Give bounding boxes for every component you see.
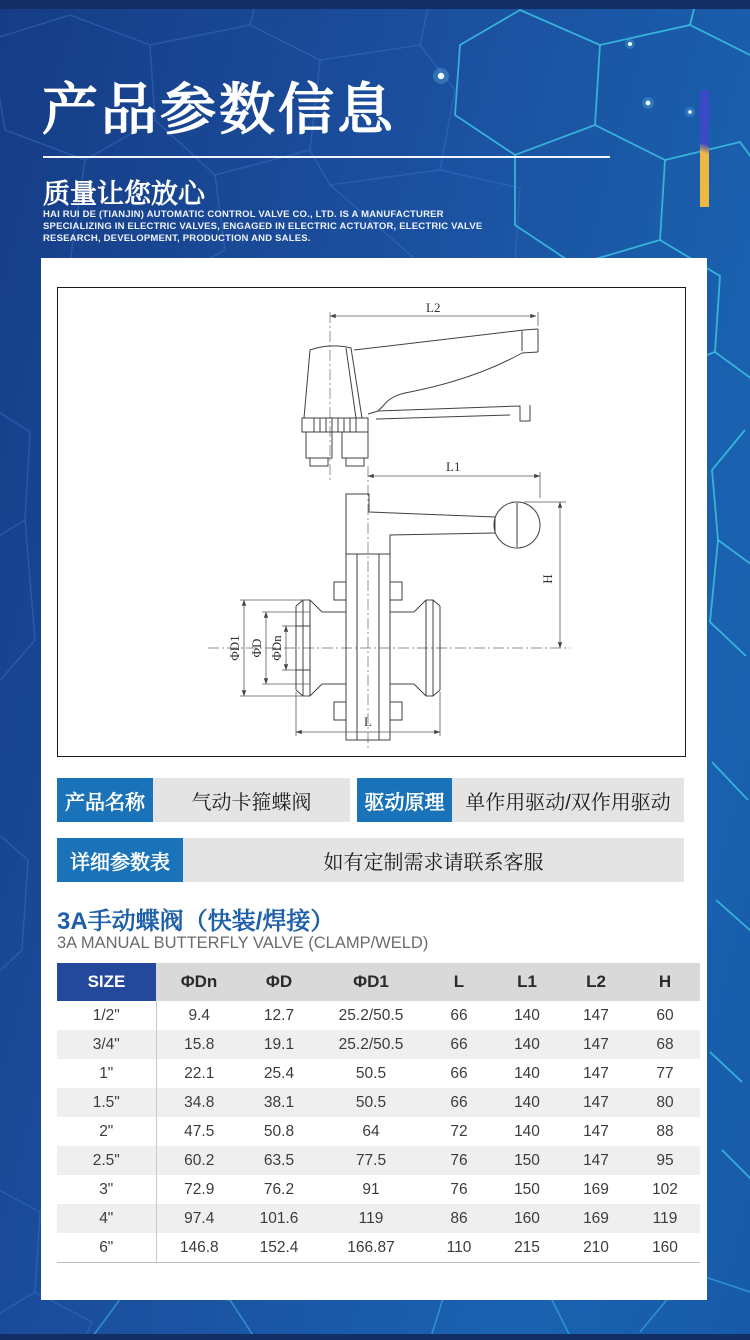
page-title: 产品参数信息 <box>42 78 396 141</box>
table-cell: 38.1 <box>263 1093 295 1111</box>
handle-side-view <box>302 300 538 480</box>
table-cell: 66 <box>450 1035 468 1053</box>
product-name-label: 产品名称 <box>57 778 153 822</box>
table-cell: 12.7 <box>263 1006 295 1024</box>
valve-front-view <box>208 459 570 750</box>
dim-label-l2: L2 <box>426 300 441 315</box>
table-cell: 147 <box>583 1151 609 1169</box>
table-cell: 66 <box>450 1064 468 1082</box>
accent-bar <box>700 90 709 207</box>
table-cell: 160 <box>630 1233 700 1263</box>
table-cell: 147 <box>583 1006 609 1024</box>
detail-params-value: 如有定制需求请联系客服 <box>183 838 684 882</box>
table-cell: 77 <box>656 1064 674 1082</box>
header-subtitle: 质量让您放心 <box>43 179 205 209</box>
content-card <box>41 258 707 1300</box>
table-cell: 15.8 <box>184 1035 215 1053</box>
top-dark-strip <box>0 0 750 9</box>
table-cell: 91 <box>362 1180 380 1198</box>
table-cell: 60.2 <box>184 1151 215 1169</box>
dim-label-h: H <box>540 574 555 584</box>
table-cell: 4" <box>57 1204 156 1233</box>
drive-principle-label: 驱动原理 <box>357 778 452 822</box>
table-cell: 169 <box>583 1180 609 1198</box>
table-cell: 6" <box>57 1233 156 1263</box>
table-cell: 34.8 <box>184 1093 215 1111</box>
table-cell: 19.1 <box>263 1035 295 1053</box>
table-cell: 47.5 <box>184 1122 215 1140</box>
spec-table-head <box>57 963 700 1001</box>
table-cell: 140 <box>514 1006 540 1024</box>
dim-label-d: ΦD <box>249 638 264 658</box>
dim-label-l1: L1 <box>446 459 461 474</box>
table-cell: 77.5 <box>355 1151 387 1169</box>
table-cell: 95 <box>656 1151 674 1169</box>
table-cell: 3" <box>57 1175 156 1204</box>
table-cell: 25.2/50.5 <box>338 1035 404 1053</box>
table-row <box>57 1001 700 1030</box>
dim-label-dn: ΦDn <box>269 635 284 661</box>
column-header: H <box>630 963 700 1001</box>
table-row <box>57 1088 700 1117</box>
drive-principle-value: 单作用驱动/双作用驱动 <box>452 778 684 822</box>
table-row <box>57 1146 700 1175</box>
table-row <box>57 1175 700 1204</box>
table-row <box>57 1059 700 1088</box>
table-cell: 210 <box>562 1233 630 1263</box>
table-cell: 97.4 <box>184 1209 215 1227</box>
table-cell: 88 <box>656 1122 674 1140</box>
table-cell: 1/2" <box>57 1001 156 1030</box>
table-cell: 60 <box>656 1006 674 1024</box>
table-cell: 66 <box>450 1006 468 1024</box>
company-intro-line: SPECIALIZING IN ELECTRIC VALVES, ENGAGED IN ELECTRIC ACTUATOR, ELECTRIC VALVE <box>43 221 483 232</box>
table-cell: 147 <box>583 1064 609 1082</box>
table-cell: 50.5 <box>355 1093 387 1111</box>
table-cell: 160 <box>514 1209 540 1227</box>
technical-drawing <box>57 287 686 757</box>
table-cell: 64 <box>362 1122 380 1140</box>
table-cell: 140 <box>514 1093 540 1111</box>
table-row <box>57 1117 700 1146</box>
table-cell: 110 <box>426 1233 492 1263</box>
table-row <box>57 1233 700 1263</box>
company-intro-line: HAI RUI DE (TIANJIN) AUTOMATIC CONTROL VALVE CO., LTD. IS A MANUFACTURER <box>43 209 444 220</box>
table-cell: 66 <box>450 1093 468 1111</box>
bottom-dark-strip <box>0 1334 750 1340</box>
table-row <box>57 1204 700 1233</box>
column-header: ΦD <box>242 963 316 1001</box>
section-title-en: 3A MANUAL BUTTERFLY VALVE (CLAMP/WELD) <box>57 934 429 952</box>
table-cell: 147 <box>583 1122 609 1140</box>
table-cell: 150 <box>514 1151 540 1169</box>
table-cell: 50.8 <box>263 1122 295 1140</box>
table-cell: 72.9 <box>184 1180 215 1198</box>
spec-table <box>57 963 700 1263</box>
table-cell: 2" <box>57 1117 156 1146</box>
table-cell: 146.8 <box>156 1233 242 1263</box>
table-cell: 76.2 <box>263 1180 295 1198</box>
table-cell: 63.5 <box>263 1151 295 1169</box>
section-title-cn: 3A手动蝶阀（快装/焊接） <box>57 908 335 935</box>
table-cell: 22.1 <box>184 1064 215 1082</box>
column-header: ΦDn <box>156 963 242 1001</box>
column-header: L <box>426 963 492 1001</box>
table-cell: 80 <box>656 1093 674 1111</box>
table-cell: 50.5 <box>355 1064 387 1082</box>
spec-table-body <box>57 1001 700 1263</box>
table-cell: 25.2/50.5 <box>338 1006 404 1024</box>
table-cell: 150 <box>514 1180 540 1198</box>
table-cell: 2.5" <box>57 1146 156 1175</box>
table-cell: 68 <box>656 1035 674 1053</box>
column-header: L2 <box>562 963 630 1001</box>
table-cell: 215 <box>492 1233 562 1263</box>
table-cell: 1" <box>57 1059 156 1088</box>
table-cell: 152.4 <box>242 1233 316 1263</box>
table-cell: 147 <box>583 1093 609 1111</box>
company-intro-line: RESEARCH, DEVELOPMENT, PRODUCTION AND SALES. <box>43 233 311 244</box>
table-cell: 140 <box>514 1064 540 1082</box>
header-row <box>57 963 700 1001</box>
table-cell: 76 <box>450 1151 468 1169</box>
table-cell: 147 <box>583 1035 609 1053</box>
table-cell: 140 <box>514 1122 540 1140</box>
table-cell: 169 <box>583 1209 609 1227</box>
column-header: ΦD1 <box>316 963 426 1001</box>
detail-params-label: 详细参数表 <box>57 838 183 882</box>
column-header: L1 <box>492 963 562 1001</box>
table-cell: 119 <box>358 1209 384 1227</box>
table-cell: 101.6 <box>259 1209 299 1227</box>
table-cell: 25.4 <box>263 1064 295 1082</box>
table-cell: 86 <box>450 1209 468 1227</box>
table-cell: 76 <box>450 1180 468 1198</box>
column-header: SIZE <box>57 963 156 1001</box>
table-cell: 119 <box>652 1209 678 1227</box>
dim-label-d1: ΦD1 <box>227 635 242 661</box>
table-cell: 166.87 <box>316 1233 426 1263</box>
table-cell: 9.4 <box>188 1006 211 1024</box>
table-row <box>57 1030 700 1059</box>
dim-label-l: L <box>364 714 372 729</box>
table-cell: 102 <box>652 1180 678 1198</box>
title-underline <box>43 156 610 158</box>
table-cell: 3/4" <box>57 1030 156 1059</box>
product-name-value: 气动卡箍蝶阀 <box>153 778 350 822</box>
company-intro <box>43 209 482 245</box>
table-cell: 1.5" <box>57 1088 156 1117</box>
glow-dots <box>433 39 695 117</box>
valve-drawing <box>58 288 685 756</box>
table-cell: 72 <box>450 1122 468 1140</box>
table-cell: 140 <box>514 1035 540 1053</box>
